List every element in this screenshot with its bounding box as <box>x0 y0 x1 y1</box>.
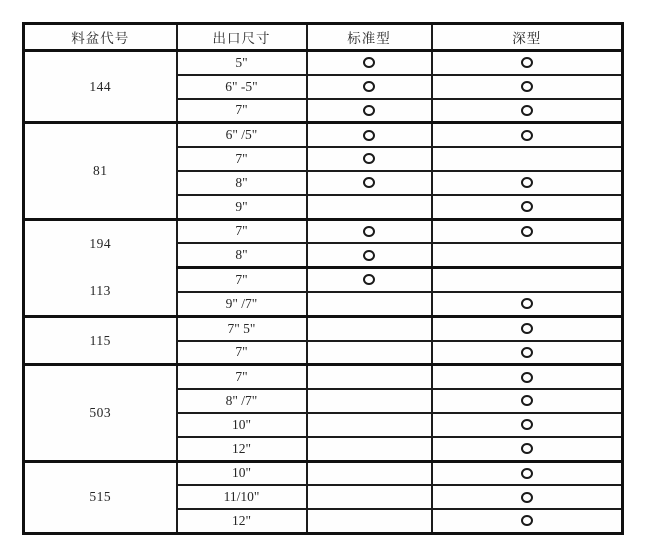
deep-mark-cell <box>432 75 623 99</box>
deep-mark-cell <box>432 243 623 267</box>
outlet-size-cell: 7" 5" <box>177 316 307 340</box>
deep-mark-cell <box>432 389 623 413</box>
outlet-size-cell: 7" <box>177 147 307 171</box>
spec-sheet <box>22 22 624 535</box>
circle-mark-icon <box>521 298 533 309</box>
circle-mark-icon <box>521 347 533 358</box>
standard-mark-cell <box>307 268 432 292</box>
standard-mark-cell <box>307 413 432 437</box>
deep-mark-cell <box>432 461 623 485</box>
deep-mark-cell <box>432 147 623 171</box>
deep-mark-cell <box>432 219 623 243</box>
standard-mark-cell <box>307 99 432 123</box>
outlet-size-cell: 12" <box>177 509 307 533</box>
standard-mark-cell <box>307 171 432 195</box>
outlet-size-cell: 5" <box>177 51 307 75</box>
circle-mark-icon <box>521 492 533 503</box>
standard-mark-cell <box>307 219 432 243</box>
spec-table <box>22 22 624 535</box>
circle-mark-icon <box>363 130 375 141</box>
table-row <box>24 316 623 340</box>
deep-mark-cell <box>432 509 623 533</box>
circle-mark-icon <box>363 105 375 116</box>
standard-mark-cell <box>307 341 432 365</box>
standard-mark-cell <box>307 461 432 485</box>
deep-mark-cell <box>432 413 623 437</box>
outlet-size-cell: 8" /7" <box>177 389 307 413</box>
circle-mark-icon <box>521 105 533 116</box>
deep-mark-cell <box>432 437 623 461</box>
basin-code-cell: 113 <box>24 268 177 317</box>
header-outlet-size: 出口尺寸 <box>177 24 307 51</box>
circle-mark-icon <box>521 57 533 68</box>
header-deep-type: 深型 <box>432 24 623 51</box>
table-row <box>24 219 623 243</box>
outlet-size-cell: 8" <box>177 171 307 195</box>
outlet-size-cell: 7" <box>177 341 307 365</box>
deep-mark-cell <box>432 316 623 340</box>
basin-code-cell: 503 <box>24 365 177 461</box>
standard-mark-cell <box>307 195 432 219</box>
circle-mark-icon <box>521 372 533 383</box>
circle-mark-icon <box>363 177 375 188</box>
outlet-size-cell: 7" <box>177 219 307 243</box>
circle-mark-icon <box>521 419 533 430</box>
circle-mark-icon <box>521 443 533 454</box>
header-row <box>24 24 623 51</box>
deep-mark-cell <box>432 171 623 195</box>
outlet-size-cell: 7" <box>177 268 307 292</box>
standard-mark-cell <box>307 243 432 267</box>
basin-code-cell: 115 <box>24 316 177 365</box>
basin-code-cell: 194 <box>24 219 177 268</box>
table-body <box>24 51 623 534</box>
basin-code-cell: 81 <box>24 123 177 219</box>
standard-mark-cell <box>307 509 432 533</box>
circle-mark-icon <box>363 250 375 261</box>
standard-mark-cell <box>307 316 432 340</box>
deep-mark-cell <box>432 123 623 147</box>
basin-code-cell: 515 <box>24 461 177 533</box>
deep-mark-cell <box>432 292 623 316</box>
circle-mark-icon <box>363 81 375 92</box>
header-basin-code: 料盆代号 <box>24 24 177 51</box>
outlet-size-cell: 9" /7" <box>177 292 307 316</box>
table-row <box>24 123 623 147</box>
standard-mark-cell <box>307 437 432 461</box>
table-row <box>24 268 623 292</box>
deep-mark-cell <box>432 365 623 389</box>
outlet-size-cell: 8" <box>177 243 307 267</box>
standard-mark-cell <box>307 389 432 413</box>
basin-code-cell: 144 <box>24 51 177 123</box>
standard-mark-cell <box>307 147 432 171</box>
circle-mark-icon <box>521 201 533 212</box>
circle-mark-icon <box>521 226 533 237</box>
outlet-size-cell: 6" /5" <box>177 123 307 147</box>
deep-mark-cell <box>432 268 623 292</box>
deep-mark-cell <box>432 341 623 365</box>
table-row <box>24 461 623 485</box>
standard-mark-cell <box>307 123 432 147</box>
table-row <box>24 365 623 389</box>
outlet-size-cell: 9" <box>177 195 307 219</box>
circle-mark-icon <box>521 395 533 406</box>
circle-mark-icon <box>521 81 533 92</box>
outlet-size-cell: 11/10" <box>177 485 307 509</box>
circle-mark-icon <box>363 274 375 285</box>
outlet-size-cell: 7" <box>177 99 307 123</box>
deep-mark-cell <box>432 485 623 509</box>
header-standard-type: 标准型 <box>307 24 432 51</box>
outlet-size-cell: 10" <box>177 461 307 485</box>
standard-mark-cell <box>307 292 432 316</box>
circle-mark-icon <box>363 57 375 68</box>
standard-mark-cell <box>307 365 432 389</box>
circle-mark-icon <box>363 153 375 164</box>
circle-mark-icon <box>521 468 533 479</box>
outlet-size-cell: 10" <box>177 413 307 437</box>
circle-mark-icon <box>363 226 375 237</box>
table-row <box>24 51 623 75</box>
deep-mark-cell <box>432 195 623 219</box>
circle-mark-icon <box>521 515 533 526</box>
deep-mark-cell <box>432 51 623 75</box>
standard-mark-cell <box>307 75 432 99</box>
outlet-size-cell: 12" <box>177 437 307 461</box>
deep-mark-cell <box>432 99 623 123</box>
outlet-size-cell: 7" <box>177 365 307 389</box>
circle-mark-icon <box>521 130 533 141</box>
standard-mark-cell <box>307 51 432 75</box>
circle-mark-icon <box>521 323 533 334</box>
standard-mark-cell <box>307 485 432 509</box>
outlet-size-cell: 6" -5" <box>177 75 307 99</box>
circle-mark-icon <box>521 177 533 188</box>
